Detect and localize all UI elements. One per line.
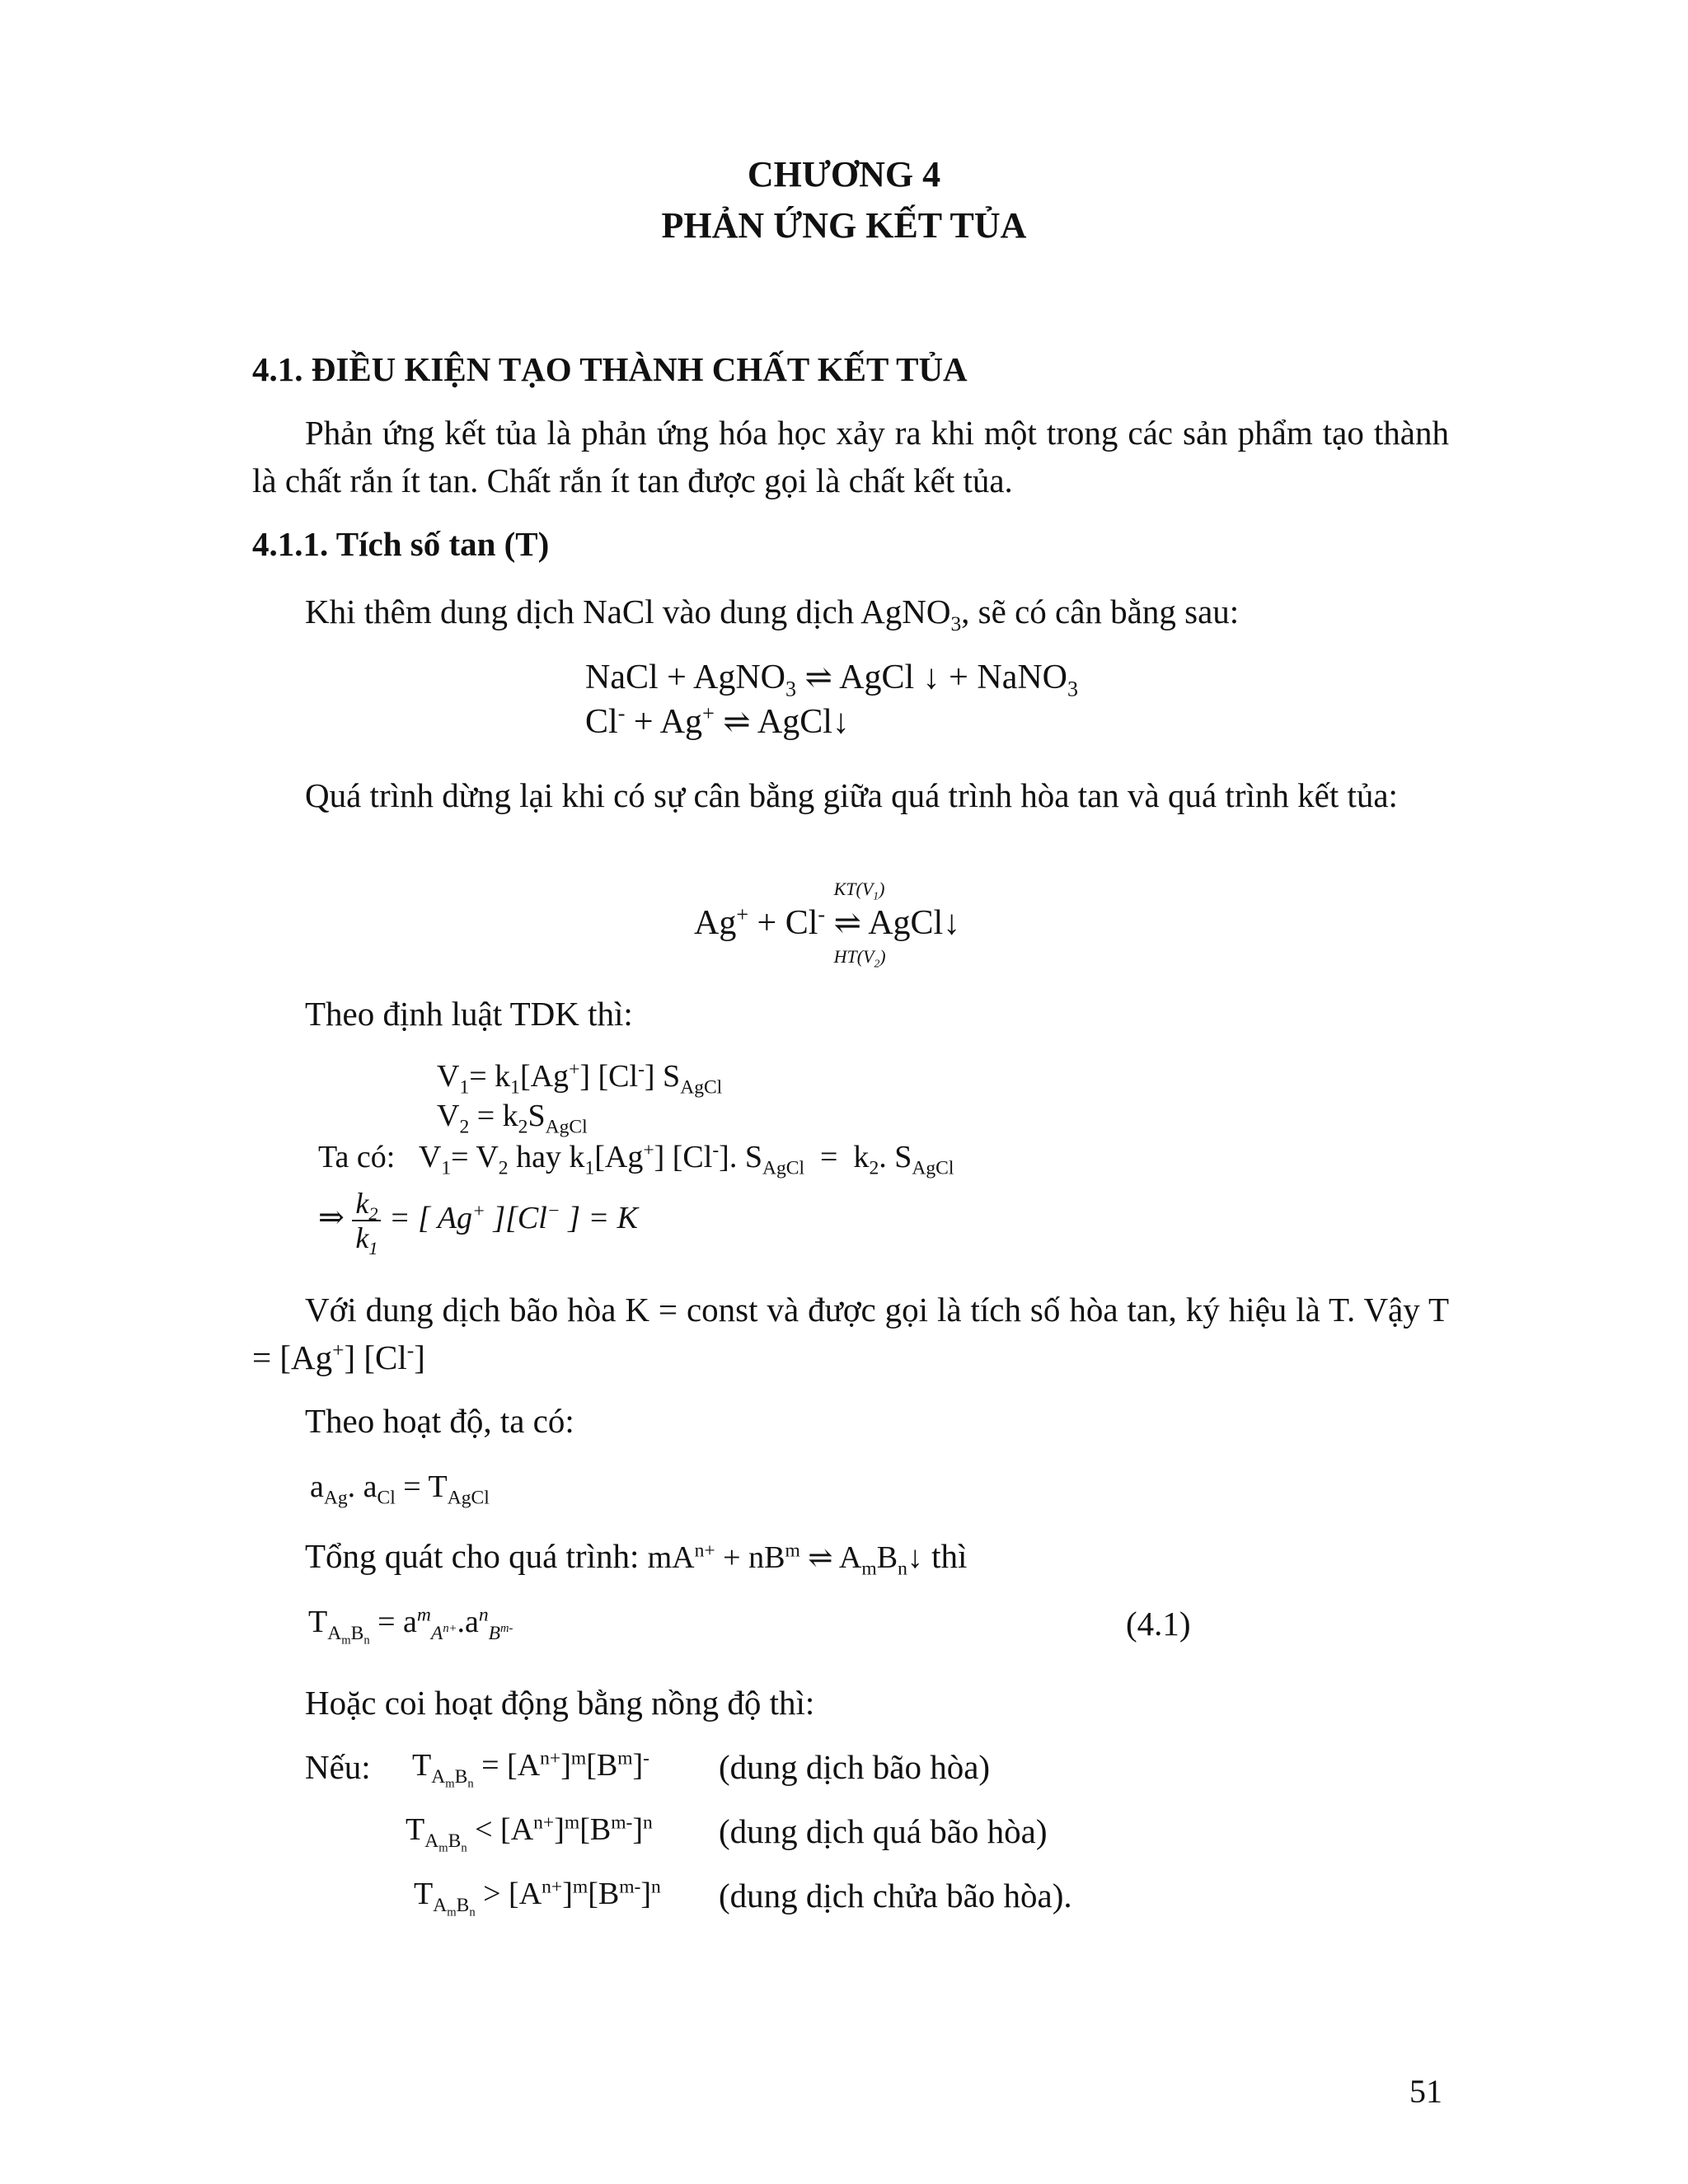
- chapter-title: PHẢN ỨNG KẾT TỦA: [661, 205, 1027, 246]
- chapter-number: CHƯƠNG 4: [747, 154, 941, 194]
- condition-super-formula: $T_{A_mB_n} < [A^{n+}]^m[B^{m-}]^n$: [406, 1811, 653, 1855]
- subsection-heading: 4.1.1. Tích số tan (T): [252, 525, 550, 563]
- solubility-product-formula: $T_{A_mB_n} = a^m_{A^{n+}}.a^n_{B^{m-}}$: [308, 1604, 513, 1647]
- equilibrium-equation: Ag+ + Cl- $KT(V_1)$ ⇌ $HT(V_2)$ AgCl↓: [694, 879, 961, 970]
- reaction-equation-1: NaCl + AgNO$_3$ ⇌ AgCl ↓ + NaNO$_3$: [585, 658, 1079, 701]
- condition-unsat-label: (dung dịch chửa bão hòa).: [719, 1877, 1072, 1915]
- nacl-paragraph: Khi thêm dung dịch NaCl vào dung dịch AgNO$_3$, sẽ có cân bằng sau:: [305, 593, 1240, 636]
- solubility-product-paragraph: Với dung dịch bão hòa K = const và được gọi là tích số hòa tan, ký hiệu là T. Vậy T = [Ag+] [Cl-]: [252, 1291, 1449, 1376]
- concentration-paragraph: Hoặc coi hoạt động bằng nồng độ thì:: [305, 1684, 815, 1722]
- intro-text: Phản ứng kết tủa là phản ứng hóa học xảy ra khi một trong các sản phẩm tạo thành là chất rắn ít tan. Chất rắn ít tan được gọi là chất kết tủa.: [252, 414, 1449, 499]
- rate-equation-v2: $V_2 = k_2S_{AgCl}$: [437, 1099, 588, 1138]
- general-paragraph: Tổng quát cho quá trình: $mA^{n+} + nB^m$ ⇌ $A_mB_n↓$ thì: [305, 1537, 968, 1580]
- page-number: 51: [1409, 2073, 1442, 2110]
- section-heading: 4.1. ĐIỀU KIỆN TẠO THÀNH CHẤT KẾT TỦA: [252, 350, 968, 388]
- condition-unsat-formula: $T_{A_mB_n} > [A^{n+}]^m[B^{m-}]^n$: [414, 1876, 661, 1919]
- condition-saturated-formula: $T_{A_mB_n} = [A^{n+}]^m[B^m]^-$: [412, 1747, 650, 1791]
- condition-super-label: (dung dịch quá bão hòa): [719, 1812, 1048, 1850]
- activity-equation: $a_{Ag}$. $a_{Cl} = T_{AgCl}$: [310, 1469, 490, 1509]
- tdk-paragraph: Theo định luật TDK thì:: [305, 995, 633, 1033]
- rate-equation-v1: $V_1= k_1[Ag^+]$ [Cl-] $S_{AgCl}$: [437, 1058, 723, 1099]
- equilibrium-constant-equation: ⇒ $\frac{k_2}{k_1}$ = [ Ag+ ][Cl− ] = K: [318, 1187, 638, 1259]
- intro-paragraph: [252, 409, 1449, 504]
- rate-equality: Ta có: $V_1= V_2$ hay $k_1[Ag^+]$ [Cl-]. $S_{AgCl} = k_2$. $S_{AgCl}$: [318, 1139, 954, 1179]
- stop-paragraph: Quá trình dừng lại khi có sự cân bằng giữa quá trình hòa tan và quá trình kết tủa:: [305, 776, 1398, 814]
- equation-number: (4.1): [1126, 1605, 1191, 1643]
- if-label: Nếu:: [305, 1748, 371, 1786]
- activity-paragraph: Theo hoạt độ, ta có:: [305, 1402, 574, 1440]
- reaction-equation-2: Cl- + Ag+ ⇌ AgCl↓: [585, 701, 850, 741]
- condition-saturated-label: (dung dịch bão hòa): [719, 1748, 991, 1786]
